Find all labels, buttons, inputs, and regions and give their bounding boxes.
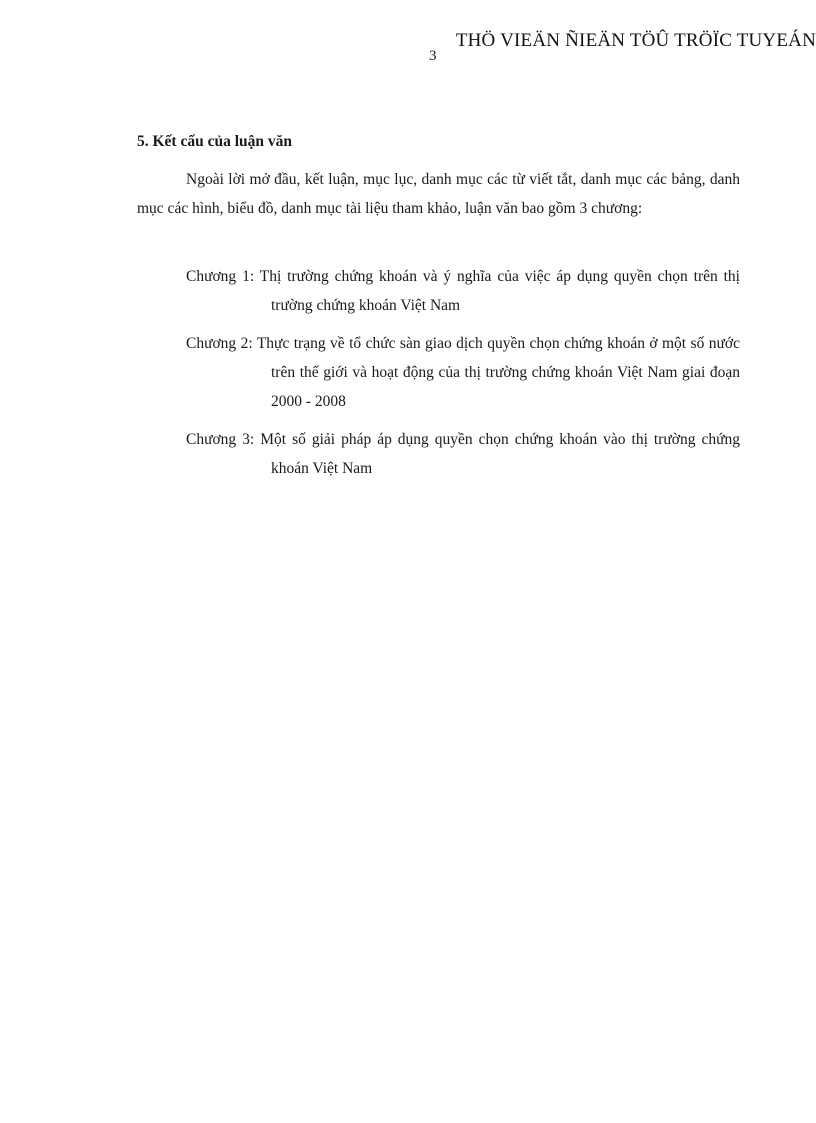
chapter-title: Thực trạng về tổ chức sàn giao dịch quyền chọn chứng khoán ở một số nước trên thế giới và hoạt động của thị trường chứng khoán Việt Nam giai đoạn 2000 - 2008 xyxy=(256,335,740,410)
chapter-list xyxy=(186,262,740,492)
section-heading: 5. Kết cấu của luận văn xyxy=(137,133,293,150)
chapter-item-2 xyxy=(186,329,740,416)
page-number: 3 xyxy=(429,48,437,64)
chapter-item-3 xyxy=(186,425,740,483)
library-watermark: THÖ VIEÄN ÑIEÄN TÖÛ TRÖÏC TUYEÁN xyxy=(455,30,816,51)
chapter-label: Chương 1: xyxy=(186,268,255,285)
chapter-label: Chương 2: xyxy=(186,335,253,352)
chapter-title: Một số giải pháp áp dụng quyền chọn chứng khoán vào thị trường chứng khoán Việt Nam xyxy=(260,431,740,477)
chapter-title: Thị trường chứng khoán và ý nghĩa của việc áp dụng quyền chọn trên thị trường chứng khoán Việt Nam xyxy=(259,268,740,314)
intro-paragraph: Ngoài lời mở đầu, kết luận, mục lục, danh mục các từ viết tắt, danh mục các bảng, danh mục các hình, biểu đồ, danh mục tài liệu tham khảo, luận văn bao gồm 3 chương: xyxy=(137,171,740,217)
chapter-item-1 xyxy=(186,262,740,320)
chapter-label: Chương 3: xyxy=(186,431,255,448)
